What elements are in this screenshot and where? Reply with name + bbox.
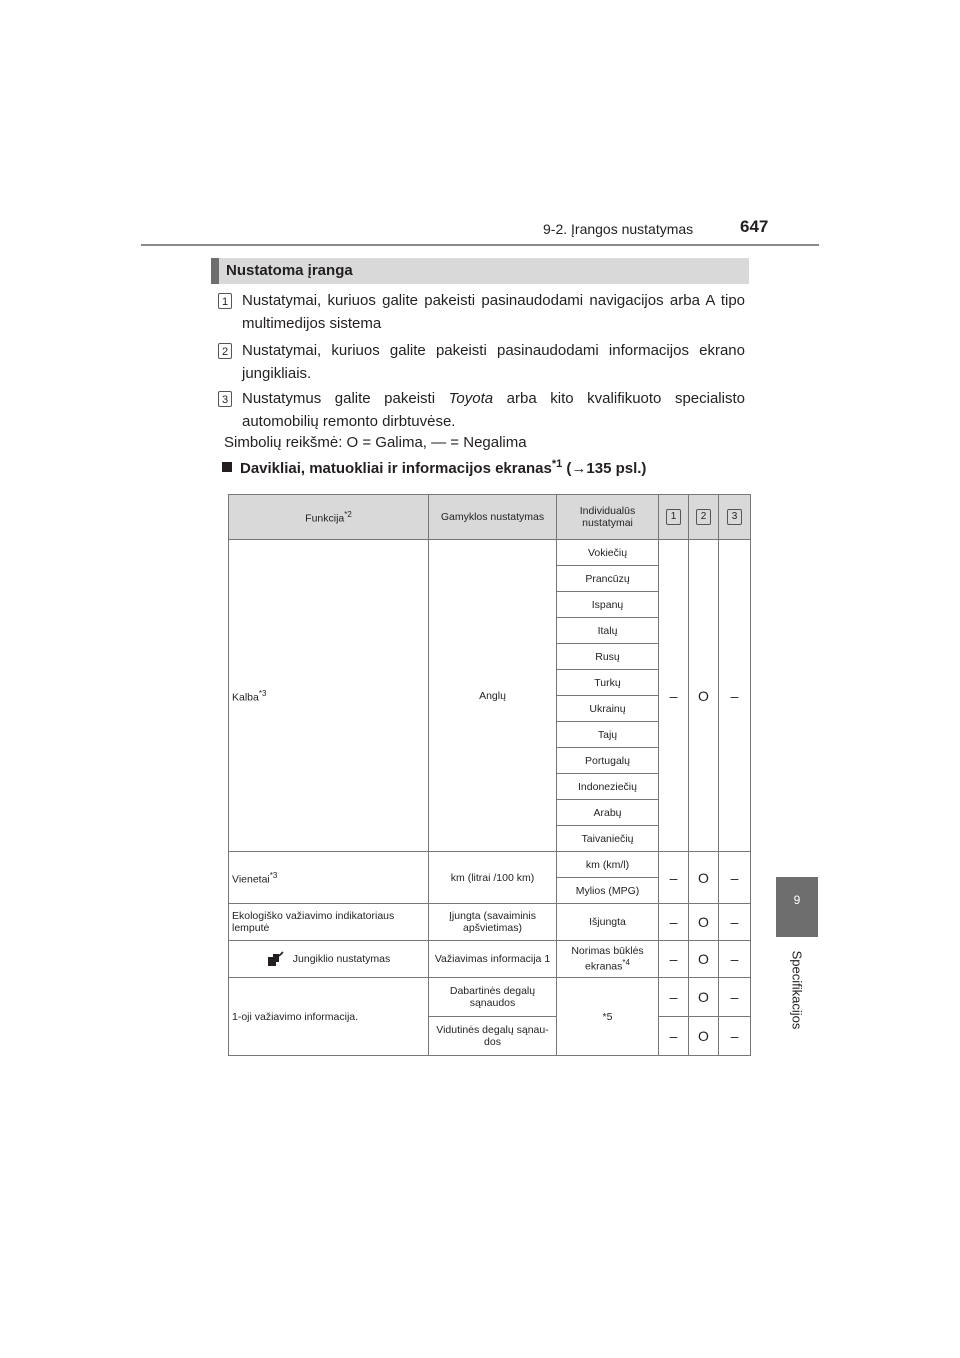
available-mark: O <box>689 941 719 978</box>
item-text: Nustatymai, kuriuos galite pakeisti pasinaudodami navigacijos arba A tipo multimedijos sistema <box>242 292 745 332</box>
brand-name: Toyota <box>448 390 494 407</box>
option-cell: km (km/l) <box>557 852 659 878</box>
unavailable-mark: – <box>659 1017 689 1056</box>
section-heading-bar <box>211 258 749 284</box>
factory-cell: Dabartinės degalų sąnaudos <box>429 978 557 1017</box>
unavailable-mark: – <box>659 540 689 852</box>
table-row <box>229 852 751 878</box>
available-mark: O <box>689 540 719 852</box>
option-cell: Prancūzų <box>557 566 659 592</box>
section-heading: Nustatoma įranga <box>226 262 353 279</box>
chapter-label-text: Specifikacijos <box>789 950 805 1030</box>
chapter-label <box>776 940 818 1040</box>
unavailable-mark: – <box>659 978 689 1017</box>
available-mark: O <box>689 852 719 904</box>
option-cell: Rusų <box>557 644 659 670</box>
unavailable-mark: – <box>659 904 689 941</box>
table-row <box>229 904 751 941</box>
list-item <box>218 339 745 385</box>
section-title: 9-2. Įrangos nustatymas <box>543 221 694 237</box>
option-cell: Arabų <box>557 800 659 826</box>
factory-cell: Įjungta (savaiminis apšvietimas) <box>429 904 557 941</box>
unavailable-mark: – <box>719 1017 751 1056</box>
symbols-legend: Simbolių reikšmė: O = Galima, — = Negalima <box>224 434 527 451</box>
function-cell: Ekologiško važiavimo indikatoriaus lemputė <box>229 904 429 941</box>
switch-icon <box>267 951 285 967</box>
page-number: 647 <box>740 217 769 236</box>
page-reference: (→135 psl.) <box>562 460 647 477</box>
factory-cell: Anglų <box>429 540 557 852</box>
unavailable-mark: – <box>659 941 689 978</box>
function-cell: 1-oji važiavimo informacija. <box>229 978 429 1056</box>
unavailable-mark: – <box>659 852 689 904</box>
factory-cell: km (litrai /100 km) <box>429 852 557 904</box>
subsection-heading <box>222 458 646 477</box>
chapter-tab: 9 <box>776 877 818 937</box>
item-text-start: Nustatymus galite pakeisti <box>242 390 449 407</box>
available-mark: O <box>689 978 719 1017</box>
item-number: 2 <box>218 343 232 359</box>
item-text: Nustatymai, kuriuos galite pakeisti pasinaudodami informacijos ekrano jungikliais. <box>242 342 745 382</box>
header-function: Funkcija$^{*2}$ <box>229 495 429 540</box>
option-cell: Indoneziečių <box>557 774 659 800</box>
header-divider <box>141 244 819 246</box>
option-cell: Turkų <box>557 670 659 696</box>
header-factory: Gamyklos nustatymas <box>429 495 557 540</box>
option-cell: Ukrainų <box>557 696 659 722</box>
function-cell: Kalba$^{*3}$ <box>229 540 429 852</box>
option-cell: Mylios (MPG) <box>557 878 659 904</box>
unavailable-mark: – <box>719 941 751 978</box>
list-item <box>218 289 745 335</box>
table-row <box>229 540 751 566</box>
header-col-2: 2 <box>689 495 719 540</box>
header-individual: Individualūs nustatymai <box>557 495 659 540</box>
option-cell: Portugalų <box>557 748 659 774</box>
function-cell: Vienetai$^{*3}$ <box>229 852 429 904</box>
list-item <box>218 387 745 433</box>
option-cell: Tajų <box>557 722 659 748</box>
footnote-ref: *1 <box>551 458 563 470</box>
item-number: 1 <box>218 293 232 309</box>
table-row <box>229 941 751 978</box>
unavailable-mark: – <box>719 904 751 941</box>
item-text-end: arba kito kvalifikuoto specialisto automobilių remonto dirbtuvėse. <box>242 390 745 430</box>
table-row <box>229 978 751 1017</box>
function-cell: Jungiklio nustatymas <box>229 941 429 978</box>
option-cell: Italų <box>557 618 659 644</box>
unavailable-mark: – <box>719 852 751 904</box>
square-bullet-icon <box>222 462 232 472</box>
settings-table <box>228 494 751 1056</box>
subsection-title: Davikliai, matuokliai ir informacijos ekranas <box>240 460 552 477</box>
option-cell: Išjungta <box>557 904 659 941</box>
item-text <box>242 387 745 433</box>
available-mark: O <box>689 904 719 941</box>
unavailable-mark: – <box>719 978 751 1017</box>
option-cell: Taivaniečių <box>557 826 659 852</box>
factory-cell: Važiavimas informacija 1 <box>429 941 557 978</box>
header-col-1: 1 <box>659 495 689 540</box>
option-cell: Vokiečių <box>557 540 659 566</box>
unavailable-mark: – <box>719 540 751 852</box>
factory-cell: Vidutinės degalų sąnau-dos <box>429 1017 557 1056</box>
header-col-3: 3 <box>719 495 751 540</box>
option-cell: *5 <box>557 978 659 1056</box>
option-cell: Ispanų <box>557 592 659 618</box>
item-number: 3 <box>218 391 232 407</box>
available-mark: O <box>689 1017 719 1056</box>
option-cell: Norimas būklės ekranas$^{*4}$ <box>557 941 659 978</box>
